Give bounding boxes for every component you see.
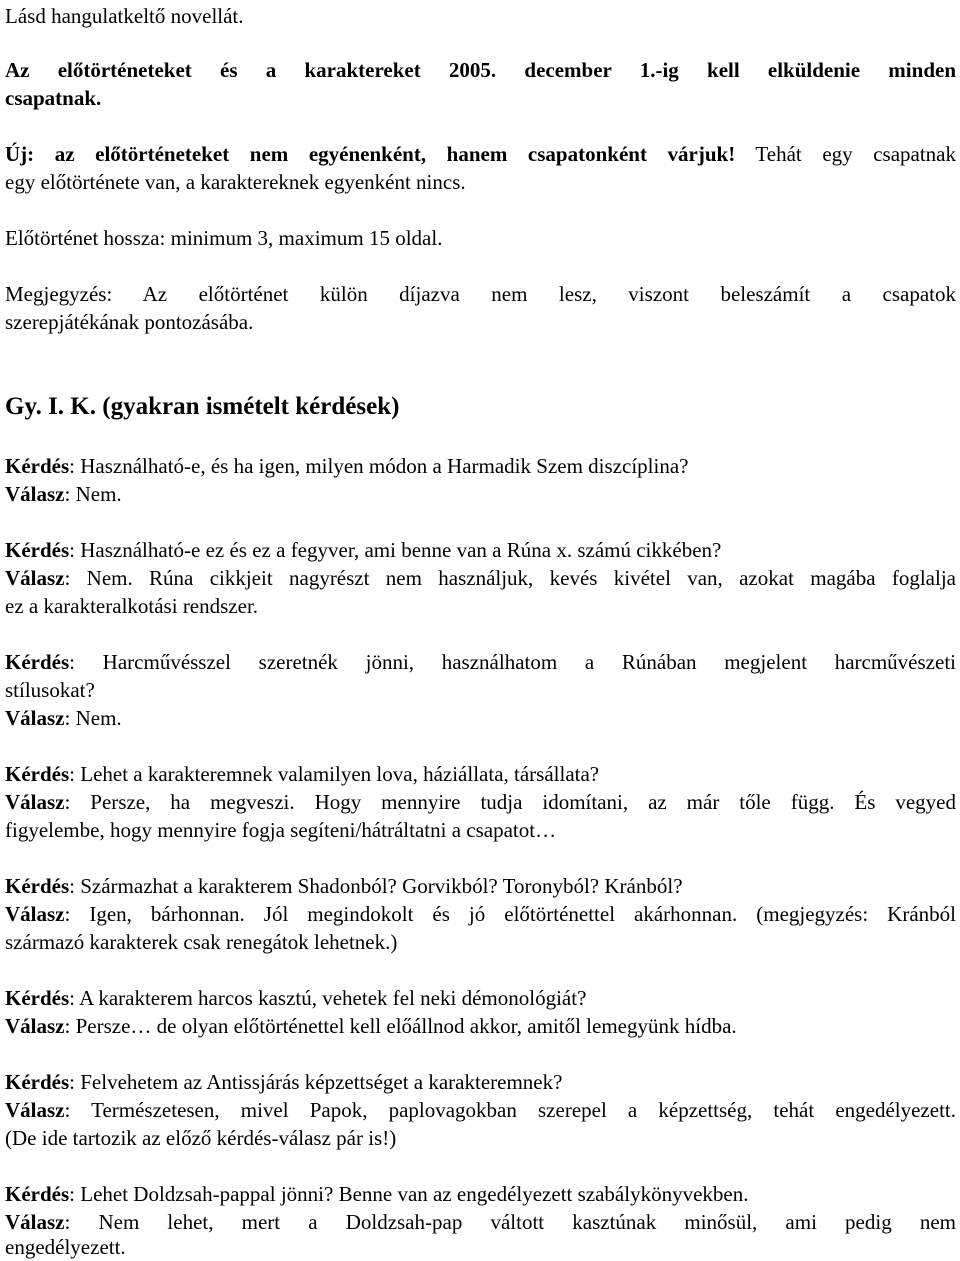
faq-answer-6 <box>5 1012 737 1040</box>
faq-question-5 <box>5 872 683 900</box>
faq-answer-3 <box>5 704 122 732</box>
faq-heading: Gy. I. K. (gyakran ismételt kérdések) <box>5 393 400 420</box>
answer-label: Válasz <box>5 1014 65 1038</box>
faq-answer-7 <box>5 1096 956 1124</box>
faq-question-4 <box>5 760 599 788</box>
faq-answer-2 <box>5 564 956 592</box>
faq-answer-8-cont: engedélyezett. <box>5 1235 126 1259</box>
answer-label: Válasz <box>5 902 65 926</box>
question-text: : Használható-e, és ha igen, milyen módon a Harmadik Szem diszcíplina? <box>69 454 689 478</box>
note-line-1: Megjegyzés: Az előtörténet külön díjazva nem lesz, viszont beleszámít a csapatok <box>5 282 956 306</box>
question-label: Kérdés <box>5 1182 70 1206</box>
new-notice-bold: Új: az előtörténeteket nem egyénenként, hanem csapatonként várjuk! <box>5 142 736 166</box>
question-label: Kérdés <box>5 454 70 478</box>
question-text: : A karakterem harcos kasztú, vehetek fel neki démonológiát? <box>69 986 587 1010</box>
answer-text: : Nem. <box>64 482 122 506</box>
faq-question-3-cont: stílusokat? <box>5 678 95 702</box>
answer-text: : Persze, ha megveszi. Hogy mennyire tudja idomítani, az már tőle függ. És vegyed <box>64 790 956 814</box>
faq-question-2 <box>5 536 721 564</box>
new-notice-rest: Tehát egy csapatnak <box>735 142 957 166</box>
faq-answer-5 <box>5 900 956 928</box>
faq-answer-8 <box>5 1208 956 1236</box>
question-label: Kérdés <box>5 986 70 1010</box>
faq-question-8 <box>5 1180 748 1208</box>
new-notice-line-1 <box>5 140 956 168</box>
answer-text: : Nem. Rúna cikkjeit nagyrészt nem használjuk, kevés kivétel van, azokat magába foglalja <box>64 566 956 590</box>
answer-label: Válasz <box>5 790 65 814</box>
answer-label: Válasz <box>5 1098 65 1122</box>
faq-question-7 <box>5 1068 562 1096</box>
deadline-line-1: Az előtörténeteket és a karaktereket 2005. december 1.-ig kell elküldenie minden <box>5 58 956 82</box>
question-label: Kérdés <box>5 874 70 898</box>
faq-answer-4 <box>5 788 956 816</box>
answer-text: : Nem. <box>64 706 122 730</box>
answer-label: Válasz <box>5 482 65 506</box>
question-label: Kérdés <box>5 650 70 674</box>
faq-question-3 <box>5 648 956 676</box>
question-text: : Lehet a karakteremnek valamilyen lova, háziállata, társállata? <box>69 762 600 786</box>
question-text: : Származhat a karakterem Shadonból? Gorvikból? Toronyból? Kránból? <box>69 874 683 898</box>
answer-label: Válasz <box>5 566 65 590</box>
answer-text: : Természetesen, mivel Papok, paplovagokban szerepel a képzettség, tehát engedélyezett. <box>64 1098 956 1122</box>
intro-reference-line: Lásd hangulatkeltő novellát. <box>5 4 244 28</box>
answer-label: Válasz <box>5 706 65 730</box>
deadline-line-2: csapatnak. <box>5 86 102 110</box>
question-label: Kérdés <box>5 1070 70 1094</box>
faq-answer-2-cont: ez a karakteralkotási rendszer. <box>5 594 259 618</box>
length-line: Előtörténet hossza: minimum 3, maximum 15 oldal. <box>5 226 443 250</box>
note-line-2: szerepjátékának pontozásába. <box>5 310 254 334</box>
answer-text: : Igen, bárhonnan. Jól megindokolt és jó előtörténettel akárhonnan. (megjegyzés: Kránból <box>64 902 956 926</box>
question-text: : Felvehetem az Antissjárás képzettséget a karakteremnek? <box>69 1070 563 1094</box>
faq-answer-1 <box>5 480 122 508</box>
question-text: : Használható-e ez és ez a fegyver, ami benne van a Rúna x. számú cikkében? <box>69 538 722 562</box>
answer-text: : Nem lehet, mert a Doldzsah-pap váltott kasztúnak minősül, ami pedig nem <box>64 1210 956 1234</box>
faq-question-6 <box>5 984 586 1012</box>
faq-question-1 <box>5 452 688 480</box>
faq-answer-5-cont: származó karakterek csak renegátok lehetnek.) <box>5 930 398 954</box>
question-label: Kérdés <box>5 538 70 562</box>
faq-answer-4-cont: figyelembe, hogy mennyire fogja segíteni/hátráltatni a csapatot… <box>5 818 557 842</box>
question-label: Kérdés <box>5 762 70 786</box>
faq-answer-7-cont: (De ide tartozik az előző kérdés-válasz pár is!) <box>5 1126 397 1150</box>
new-notice-line-2: egy előtörténete van, a karaktereknek egyenként nincs. <box>5 170 466 194</box>
question-text: : Lehet Doldzsah-pappal jönni? Benne van az engedélyezett szabálykönyvekben. <box>69 1182 749 1206</box>
answer-label: Válasz <box>5 1210 65 1234</box>
question-text: : Harcművésszel szeretnék jönni, használhatom a Rúnában megjelent harcművészeti <box>69 650 956 674</box>
answer-text: : Persze… de olyan előtörténettel kell előállnod akkor, amitől lemegyünk hídba. <box>64 1014 737 1038</box>
